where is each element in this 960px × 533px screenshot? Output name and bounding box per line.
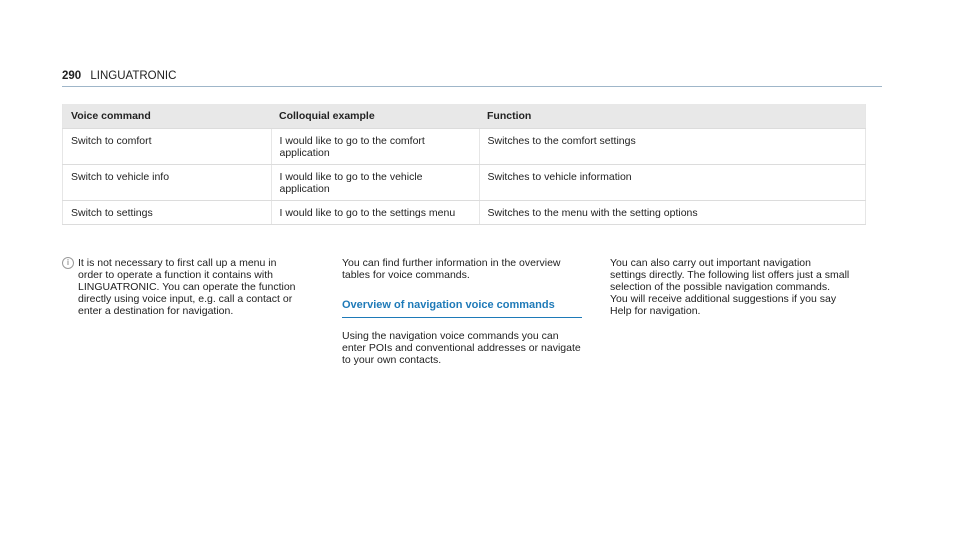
info-note	[62, 257, 302, 317]
info-icon: i	[62, 257, 74, 269]
column-header-colloquial-example: Colloquial example	[271, 104, 479, 129]
info-note-text: It is not necessary to first call up a menu in order to operate a function it contains with LINGUATRONIC. You can operate the function directly using voice input, e.g. call a contact or enter a destination for navigation.	[78, 257, 296, 317]
table-header-row	[63, 104, 866, 129]
cell-colloquial-example: I would like to go to the vehicle application	[271, 165, 479, 201]
text-column-1	[62, 257, 302, 317]
cell-voice-command: Switch to comfort	[63, 129, 272, 165]
cell-voice-command: Switch to vehicle info	[63, 165, 272, 201]
text-column-3	[610, 257, 850, 317]
section-paragraph: Using the navigation voice commands you can enter POIs and conventional addresses or navigate to your own contacts.	[342, 330, 581, 366]
section-heading: Overview of navigation voice commands	[342, 299, 555, 311]
cell-voice-command: Switch to settings	[63, 201, 272, 225]
cell-function: Switches to the menu with the setting options	[479, 201, 866, 225]
table-row	[63, 201, 866, 225]
column-header-voice-command: Voice command	[63, 104, 272, 129]
text-column-2	[342, 257, 582, 366]
cell-function: Switches to vehicle information	[479, 165, 866, 201]
column-header-function: Function	[479, 104, 866, 129]
cell-function: Switches to the comfort settings	[479, 129, 866, 165]
continued-paragraph: You can also carry out important navigation settings directly. The following list offers just a small selection of the possible navigation commands. You will receive additional suggestions if you say Help for navigation.	[610, 257, 850, 317]
cell-colloquial-example: I would like to go to the comfort application	[271, 129, 479, 165]
table-row	[63, 129, 866, 165]
page-title: LINGUATRONIC	[90, 70, 177, 82]
page-header	[62, 70, 176, 82]
intro-paragraph: You can find further information in the overview tables for voice commands.	[342, 257, 561, 281]
table-row	[63, 165, 866, 201]
voice-command-table	[62, 104, 866, 225]
page-number: 290	[62, 70, 82, 82]
cell-colloquial-example: I would like to go to the settings menu	[271, 201, 479, 225]
section-divider	[342, 317, 582, 318]
header-divider	[62, 86, 882, 87]
